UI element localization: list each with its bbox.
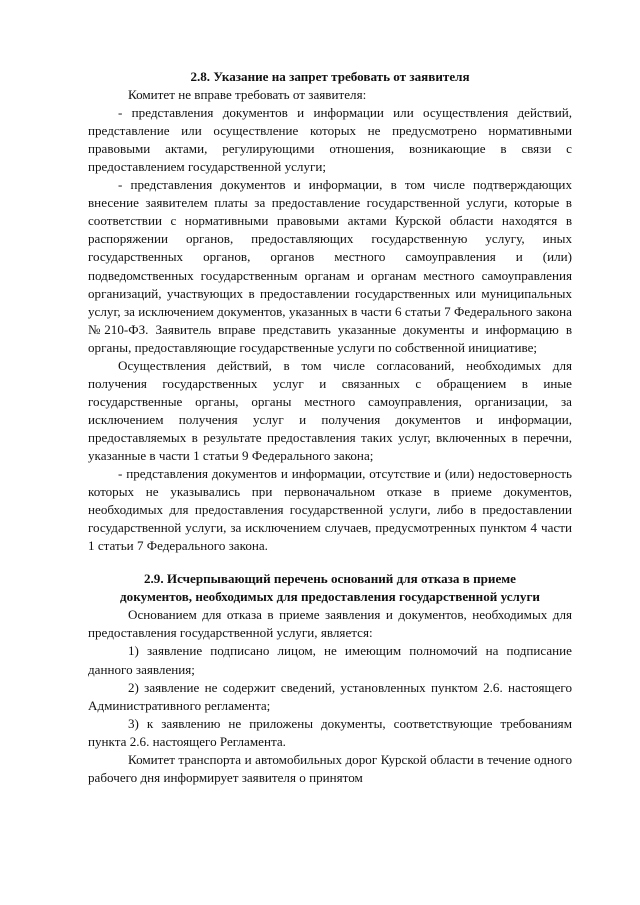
section-2-9-heading-line1: 2.9. Исчерпывающий перечень оснований для отказа в приеме: [143, 571, 516, 587]
paragraph: 2) заявление не содержит сведений, установленных пунктом 2.6. настоящего Административного регламента;: [88, 679, 572, 713]
paragraph: Комитет транспорта и автомобильных дорог Курской области в течение одного рабочего дня информирует заявителя о принятом: [88, 751, 572, 785]
section-2-8-heading: 2.8. Указание на запрет требовать от заявителя: [190, 69, 470, 84]
section-2-9-heading: [88, 570, 572, 606]
paragraph: Комитет не вправе требовать от заявителя:: [128, 87, 367, 103]
paragraph: Основанием для отказа в приеме заявления и документов, необходимых для предоставления государственной услуги, является:: [88, 607, 572, 641]
document-page: [88, 64, 572, 787]
paragraph: - представления документов и информации, отсутствие и (или) недостоверность которых не указывались при первоначальном отказе в приеме документов, необходимых для предоставления государственной услуги, либо в предоставлении государственной услуги, за исключением случаев, предусмотренных пунктом 4 части 1 статьи 7 Федерального закона.: [88, 466, 572, 554]
paragraph: - представления документов и информации или осуществления действий, представление или осуществление которых не предусмотрено нормативными правовыми актами, регулирующими отношения, возникающие в связи с предоставлением государственной услуги;: [88, 105, 572, 175]
paragraph: - представления документов и информации, в том числе подтверждающих внесение заявителем платы за предоставление государственной услуги, которые в соответствии с нормативными правовыми актами Курской области находятся в распоряжении органов, предоставляющих государственную услугу, иных государственных органов, органов местного самоуправления и (или) подведомственных государственным органам и органам местного самоуправления организаций, участвующих в предоставлении государственных или муниципальных услуг, за исключением документов, указанных в части 6 статьи 7 Федерального закона №210-ФЗ. Заявитель вправе представить указанные документы и информацию в органы, предоставляющие государственные услуги по собственной инициативе;: [88, 177, 572, 355]
paragraph: 3) к заявлению не приложены документы, соответствующие требованиям пункта 2.6. настоящего Регламента.: [88, 715, 572, 749]
paragraph: 1) заявление подписано лицом, не имеющим полномочий на подписание данного заявления;: [88, 643, 572, 677]
paragraph: Осуществления действий, в том числе согласований, необходимых для получения государственных услуг и связанных с обращением в иные государственные органы, органы местного самоуправления, организации, за исключением получения услуг и получения документов и информации, предоставляемых в результате предоставления таких услуг, включенных в перечни, указанные в части 1 статьи 9 Федерального закона;: [88, 357, 572, 463]
section-2-9-heading-line2: документов, необходимых для предоставления государственной услуги: [120, 589, 540, 605]
